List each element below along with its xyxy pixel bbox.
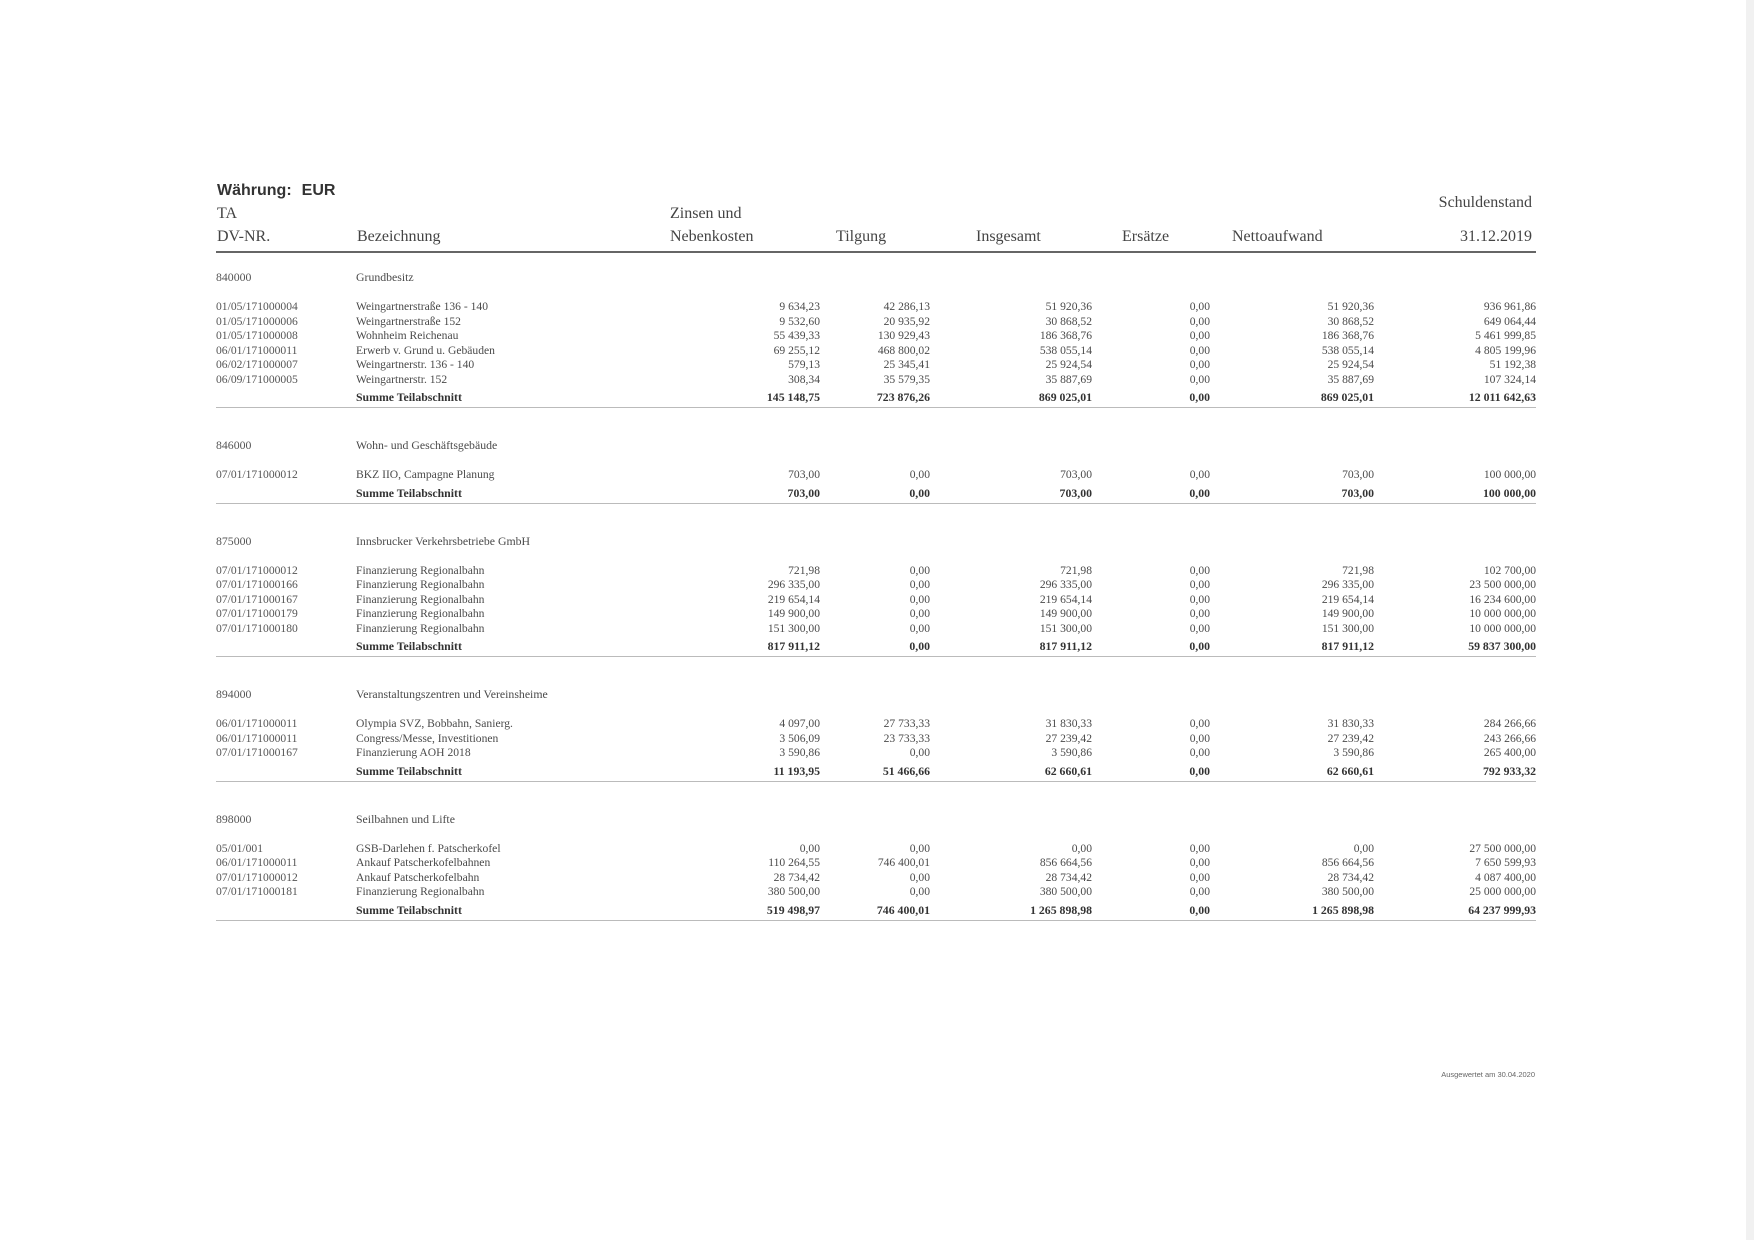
table-row [216, 358, 1536, 373]
cell-ersaetze: 0,00 [1189, 343, 1210, 357]
cell-insgesamt: 380 500,00 [1039, 885, 1092, 898]
subtotal-netto: 703,00 [1210, 483, 1374, 504]
section-header [216, 426, 1536, 458]
cell-insgesamt: 0,00 [1071, 841, 1092, 855]
dv-number: 01/05/171000006 [216, 314, 298, 328]
header-insgesamt: Insgesamt [976, 228, 1041, 245]
cell-insgesamt: 25 924,54 [1045, 358, 1092, 371]
subtotal-row [216, 900, 1536, 921]
subtotal-zinsen: 11 193,95 [686, 761, 820, 782]
cell-ersaetze: 0,00 [1189, 746, 1210, 759]
cell-tilgung: 0,00 [909, 621, 930, 635]
cell-insgesamt: 51 920,36 [1045, 300, 1092, 313]
cell-insgesamt: 28 734,42 [1045, 870, 1092, 884]
subtotal-netto: 817 911,12 [1210, 636, 1374, 657]
cell-ersaetze: 0,00 [1189, 717, 1210, 730]
row-description: Ankauf Patscherkofelbahn [356, 870, 480, 884]
header-dvnr: DV-NR. [217, 228, 271, 245]
section-name: Grundbesitz [356, 270, 414, 284]
dv-number: 07/01/171000166 [216, 578, 298, 591]
dv-number: 07/01/171000180 [216, 621, 298, 635]
table-row [216, 732, 1536, 747]
subtotal-tilgung: 0,00 [820, 636, 930, 657]
cell-netto: 151 300,00 [1321, 621, 1374, 635]
debt-table [216, 258, 1536, 921]
table-row [216, 564, 1536, 579]
section-header [216, 675, 1536, 707]
subtotal-row [216, 636, 1536, 657]
row-description: Weingartnerstraße 136 - 140 [356, 300, 489, 313]
cell-zinsen: 9 532,60 [779, 314, 820, 328]
header-tilgung: Tilgung [836, 228, 887, 245]
section-gap [216, 657, 1536, 676]
subtotal-netto: 869 025,01 [1210, 387, 1374, 408]
cell-schulden: 25 000 000,00 [1469, 885, 1537, 898]
cell-zinsen: 9 634,23 [779, 300, 820, 313]
cell-netto: 703,00 [1342, 468, 1374, 481]
section-gap [216, 408, 1536, 427]
cell-insgesamt: 30 868,52 [1045, 314, 1092, 328]
subtotal-zinsen: 703,00 [686, 483, 820, 504]
cell-schulden: 284 266,66 [1483, 717, 1537, 730]
subtotal-zinsen: 519 498,97 [686, 900, 820, 921]
dv-number: 07/01/171000167 [216, 592, 298, 606]
cell-netto: 25 924,54 [1327, 358, 1374, 371]
cell-zinsen: 28 734,42 [773, 870, 820, 884]
subtotal-tilgung: 746 400,01 [820, 900, 930, 921]
subtotal-tilgung: 51 466,66 [820, 761, 930, 782]
table-row [216, 885, 1536, 900]
section-gap [216, 781, 1536, 800]
cell-zinsen: 69 255,12 [773, 343, 820, 357]
subtotal-insgesamt: 62 660,61 [930, 761, 1092, 782]
header-zinsen-line2: Nebenkosten [670, 228, 754, 245]
cell-zinsen: 151 300,00 [767, 621, 820, 635]
table-row [216, 593, 1536, 608]
section-header [216, 258, 1536, 290]
cell-insgesamt: 31 830,33 [1045, 717, 1092, 730]
header-rule [216, 251, 1536, 253]
table-row [216, 373, 1536, 388]
cell-zinsen: 3 590,86 [779, 746, 820, 759]
cell-schulden: 102 700,00 [1483, 563, 1537, 577]
subtotal-ersaetze: 0,00 [1092, 636, 1210, 657]
cell-tilgung: 0,00 [909, 578, 930, 591]
section-code: 875000 [216, 533, 252, 548]
cell-insgesamt: 27 239,42 [1045, 731, 1092, 745]
row-description: Olympia SVZ, Bobbahn, Sanierg. [356, 717, 513, 730]
cell-zinsen: 579,13 [788, 358, 820, 371]
cell-zinsen: 0,00 [799, 841, 820, 855]
spacer-row [216, 707, 1536, 717]
cell-netto: 35 887,69 [1327, 372, 1374, 386]
row-description: Finanzierung Regionalbahn [356, 578, 485, 591]
cell-ersaetze: 0,00 [1189, 372, 1210, 386]
spacer-row [216, 458, 1536, 468]
cell-netto: 51 920,36 [1327, 300, 1374, 313]
cell-insgesamt: 3 590,86 [1051, 746, 1092, 759]
table-row [216, 300, 1536, 315]
spacer-row [216, 554, 1536, 564]
currency-value: EUR [301, 182, 336, 199]
subtotal-row [216, 483, 1536, 504]
subtotal-schulden: 64 237 999,93 [1374, 900, 1536, 921]
subtotal-insgesamt: 703,00 [930, 483, 1092, 504]
spacer-row [216, 290, 1536, 300]
dv-number: 06/02/171000007 [216, 358, 298, 371]
currency-line [217, 182, 335, 200]
subtotal-ersaetze: 0,00 [1092, 761, 1210, 782]
cell-ersaetze: 0,00 [1189, 841, 1210, 855]
cell-zinsen: 55 439,33 [773, 329, 820, 342]
header-schulden-line1: Schuldenstand [1438, 194, 1532, 211]
cell-tilgung: 0,00 [909, 563, 930, 577]
cell-schulden: 243 266,66 [1483, 731, 1537, 745]
subtotal-schulden: 59 837 300,00 [1374, 636, 1536, 657]
cell-tilgung: 0,00 [909, 607, 930, 620]
table-row [216, 315, 1536, 330]
row-description: Wohnheim Reichenau [356, 329, 459, 342]
cell-zinsen: 3 506,09 [779, 731, 820, 745]
cell-tilgung: 35 579,35 [883, 372, 930, 386]
cell-zinsen: 308,34 [788, 372, 820, 386]
subtotal-insgesamt: 869 025,01 [930, 387, 1092, 408]
table-row [216, 746, 1536, 761]
row-description: Ankauf Patscherkofelbahnen [356, 856, 491, 869]
table-row [216, 622, 1536, 637]
dv-number: 07/01/171000012 [216, 468, 298, 481]
cell-netto: 0,00 [1353, 841, 1374, 855]
cell-tilgung: 0,00 [909, 870, 930, 884]
subtotal-label: Summe Teilabschnitt [356, 483, 686, 504]
subtotal-label: Summe Teilabschnitt [356, 636, 686, 657]
cell-netto: 856 664,56 [1321, 856, 1374, 869]
cell-tilgung: 0,00 [909, 592, 930, 606]
subtotal-schulden: 100 000,00 [1374, 483, 1536, 504]
cell-insgesamt: 296 335,00 [1039, 578, 1092, 591]
subtotal-schulden: 12 011 642,63 [1374, 387, 1536, 408]
subtotal-insgesamt: 817 911,12 [930, 636, 1092, 657]
table-row [216, 842, 1536, 857]
subtotal-zinsen: 145 148,75 [686, 387, 820, 408]
subtotal-netto: 1 265 898,98 [1210, 900, 1374, 921]
cell-zinsen: 296 335,00 [767, 578, 820, 591]
cell-netto: 186 368,76 [1321, 329, 1374, 342]
cell-tilgung: 0,00 [909, 746, 930, 759]
spacer-row [216, 832, 1536, 842]
cell-zinsen: 4 097,00 [779, 717, 820, 730]
header-ersaetze: Ersätze [1122, 228, 1170, 245]
cell-insgesamt: 186 368,76 [1039, 329, 1092, 342]
table-row [216, 871, 1536, 886]
cell-zinsen: 149 900,00 [767, 607, 820, 620]
cell-netto: 30 868,52 [1327, 314, 1374, 328]
section-header [216, 522, 1536, 554]
cell-insgesamt: 219 654,14 [1039, 592, 1092, 606]
header-netto: Nettoaufwand [1232, 228, 1323, 245]
cell-ersaetze: 0,00 [1189, 578, 1210, 591]
cell-netto: 149 900,00 [1321, 607, 1374, 620]
cell-ersaetze: 0,00 [1189, 329, 1210, 342]
header-ta: TA [217, 205, 238, 222]
cell-ersaetze: 0,00 [1189, 468, 1210, 481]
table-row [216, 856, 1536, 871]
cell-insgesamt: 856 664,56 [1039, 856, 1092, 869]
cell-schulden: 10 000 000,00 [1469, 621, 1537, 635]
section-code: 898000 [216, 811, 252, 826]
section-code: 840000 [216, 270, 252, 284]
cell-netto: 28 734,42 [1327, 870, 1374, 884]
table-row [216, 578, 1536, 593]
subtotal-ersaetze: 0,00 [1092, 900, 1210, 921]
table-row [216, 717, 1536, 732]
footer-note: Ausgewertet am 30.04.2020 [1441, 1070, 1535, 1079]
cell-schulden: 100 000,00 [1483, 468, 1537, 481]
row-description: Finanzierung Regionalbahn [356, 592, 485, 606]
row-description: Finanzierung AOH 2018 [356, 746, 471, 759]
cell-ersaetze: 0,00 [1189, 563, 1210, 577]
row-description: GSB-Darlehen f. Patscherkofel [356, 841, 501, 855]
section-code: 846000 [216, 438, 252, 452]
cell-ersaetze: 0,00 [1189, 731, 1210, 745]
dv-number: 01/05/171000008 [216, 329, 298, 342]
dv-number: 07/01/171000012 [216, 563, 298, 577]
cell-schulden: 10 000 000,00 [1469, 607, 1537, 620]
cell-netto: 380 500,00 [1321, 885, 1374, 898]
subtotal-tilgung: 0,00 [820, 483, 930, 504]
cell-ersaetze: 0,00 [1189, 856, 1210, 869]
cell-netto: 27 239,42 [1327, 731, 1374, 745]
cell-schulden: 265 400,00 [1483, 746, 1537, 759]
row-description: BKZ IIO, Campagne Planung [356, 468, 495, 481]
subtotal-row [216, 761, 1536, 782]
cell-tilgung: 42 286,13 [883, 300, 930, 313]
cell-zinsen: 380 500,00 [767, 885, 820, 898]
row-description: Weingartnerstraße 152 [356, 314, 461, 328]
table-row [216, 607, 1536, 622]
dv-number: 06/09/171000005 [216, 372, 298, 386]
cell-tilgung: 27 733,33 [883, 717, 930, 730]
cell-tilgung: 0,00 [909, 885, 930, 898]
cell-insgesamt: 538 055,14 [1039, 343, 1092, 357]
cell-tilgung: 130 929,43 [877, 329, 930, 342]
cell-netto: 3 590,86 [1333, 746, 1374, 759]
cell-zinsen: 219 654,14 [767, 592, 820, 606]
cell-insgesamt: 151 300,00 [1039, 621, 1092, 635]
row-description: Finanzierung Regionalbahn [356, 621, 485, 635]
cell-ersaetze: 0,00 [1189, 870, 1210, 884]
subtotal-label: Summe Teilabschnitt [356, 387, 686, 408]
subtotal-ersaetze: 0,00 [1092, 483, 1210, 504]
cell-insgesamt: 35 887,69 [1045, 372, 1092, 386]
cell-tilgung: 20 935,92 [883, 314, 930, 328]
section-name: Veranstaltungszentren und Vereinsheime [356, 687, 548, 701]
cell-insgesamt: 703,00 [1060, 468, 1092, 481]
cell-insgesamt: 149 900,00 [1039, 607, 1092, 620]
dv-number: 06/01/171000011 [216, 856, 298, 869]
cell-netto: 31 830,33 [1327, 717, 1374, 730]
cell-schulden: 51 192,38 [1489, 358, 1537, 371]
subtotal-insgesamt: 1 265 898,98 [930, 900, 1092, 921]
dv-number: 07/01/171000167 [216, 746, 298, 759]
cell-zinsen: 110 264,55 [768, 856, 820, 869]
cell-zinsen: 703,00 [788, 468, 820, 481]
scan-edge [1746, 0, 1754, 1240]
dv-number: 05/01/001 [216, 841, 264, 855]
cell-schulden: 4 805 199,96 [1475, 343, 1537, 357]
section-code: 894000 [216, 687, 252, 701]
table-row [216, 468, 1536, 483]
subtotal-label: Summe Teilabschnitt [356, 761, 686, 782]
cell-schulden: 27 500 000,00 [1469, 841, 1537, 855]
cell-schulden: 649 064,44 [1483, 314, 1537, 328]
section-gap [216, 503, 1536, 522]
cell-ersaetze: 0,00 [1189, 607, 1210, 620]
dv-number: 07/01/171000181 [216, 885, 298, 898]
cell-ersaetze: 0,00 [1189, 592, 1210, 606]
row-description: Weingartnerstr. 152 [356, 372, 448, 386]
cell-ersaetze: 0,00 [1189, 300, 1210, 313]
dv-number: 06/01/171000011 [216, 343, 298, 357]
cell-tilgung: 468 800,02 [877, 343, 930, 357]
cell-tilgung: 746 400,01 [877, 856, 930, 869]
row-description: Finanzierung Regionalbahn [356, 563, 485, 577]
cell-netto: 296 335,00 [1321, 578, 1374, 591]
row-description: Erwerb v. Grund u. Gebäuden [356, 343, 495, 357]
cell-schulden: 7 650 599,93 [1475, 856, 1537, 869]
header-schulden-line2: 31.12.2019 [1460, 228, 1532, 245]
cell-insgesamt: 721,98 [1060, 563, 1092, 577]
table-row [216, 329, 1536, 344]
row-description: Weingartnerstr. 136 - 140 [356, 358, 475, 371]
dv-number: 07/01/171000179 [216, 607, 298, 620]
section-name: Seilbahnen und Lifte [356, 811, 455, 826]
cell-ersaetze: 0,00 [1189, 314, 1210, 328]
row-description: Finanzierung Regionalbahn [356, 885, 485, 898]
dv-number: 06/01/171000011 [216, 717, 298, 730]
section-name: Wohn- und Geschäftsgebäude [356, 438, 498, 452]
section-name: Innsbrucker Verkehrsbetriebe GmbH [356, 533, 531, 548]
cell-ersaetze: 0,00 [1189, 358, 1210, 371]
cell-netto: 219 654,14 [1321, 592, 1374, 606]
subtotal-netto: 62 660,61 [1210, 761, 1374, 782]
cell-tilgung: 25 345,41 [883, 358, 930, 371]
table-row [216, 344, 1536, 359]
cell-schulden: 16 234 600,00 [1469, 592, 1537, 606]
dv-number: 06/01/171000011 [216, 731, 298, 745]
cell-ersaetze: 0,00 [1189, 885, 1210, 898]
header-zinsen-line1: Zinsen und [670, 205, 742, 222]
currency-label: Währung: [217, 182, 292, 199]
row-description: Finanzierung Regionalbahn [356, 607, 485, 620]
cell-zinsen: 721,98 [788, 563, 820, 577]
row-description: Congress/Messe, Investitionen [356, 731, 499, 745]
dv-number: 07/01/171000012 [216, 870, 298, 884]
cell-tilgung: 23 733,33 [883, 731, 930, 745]
cell-netto: 538 055,14 [1321, 343, 1374, 357]
cell-ersaetze: 0,00 [1189, 621, 1210, 635]
section-header [216, 800, 1536, 832]
dv-number: 01/05/171000004 [216, 300, 298, 313]
cell-schulden: 4 087 400,00 [1475, 870, 1537, 884]
cell-tilgung: 0,00 [909, 468, 930, 481]
subtotal-label: Summe Teilabschnitt [356, 900, 686, 921]
cell-schulden: 107 324,14 [1483, 372, 1537, 386]
cell-tilgung: 0,00 [909, 841, 930, 855]
subtotal-tilgung: 723 876,26 [820, 387, 930, 408]
subtotal-schulden: 792 933,32 [1374, 761, 1536, 782]
cell-netto: 721,98 [1342, 563, 1374, 577]
cell-schulden: 23 500 000,00 [1469, 578, 1537, 591]
header-bezeichnung: Bezeichnung [357, 228, 441, 245]
subtotal-zinsen: 817 911,12 [686, 636, 820, 657]
cell-schulden: 5 461 999,85 [1475, 329, 1537, 342]
subtotal-ersaetze: 0,00 [1092, 387, 1210, 408]
subtotal-row [216, 387, 1536, 408]
cell-schulden: 936 961,86 [1483, 300, 1537, 313]
